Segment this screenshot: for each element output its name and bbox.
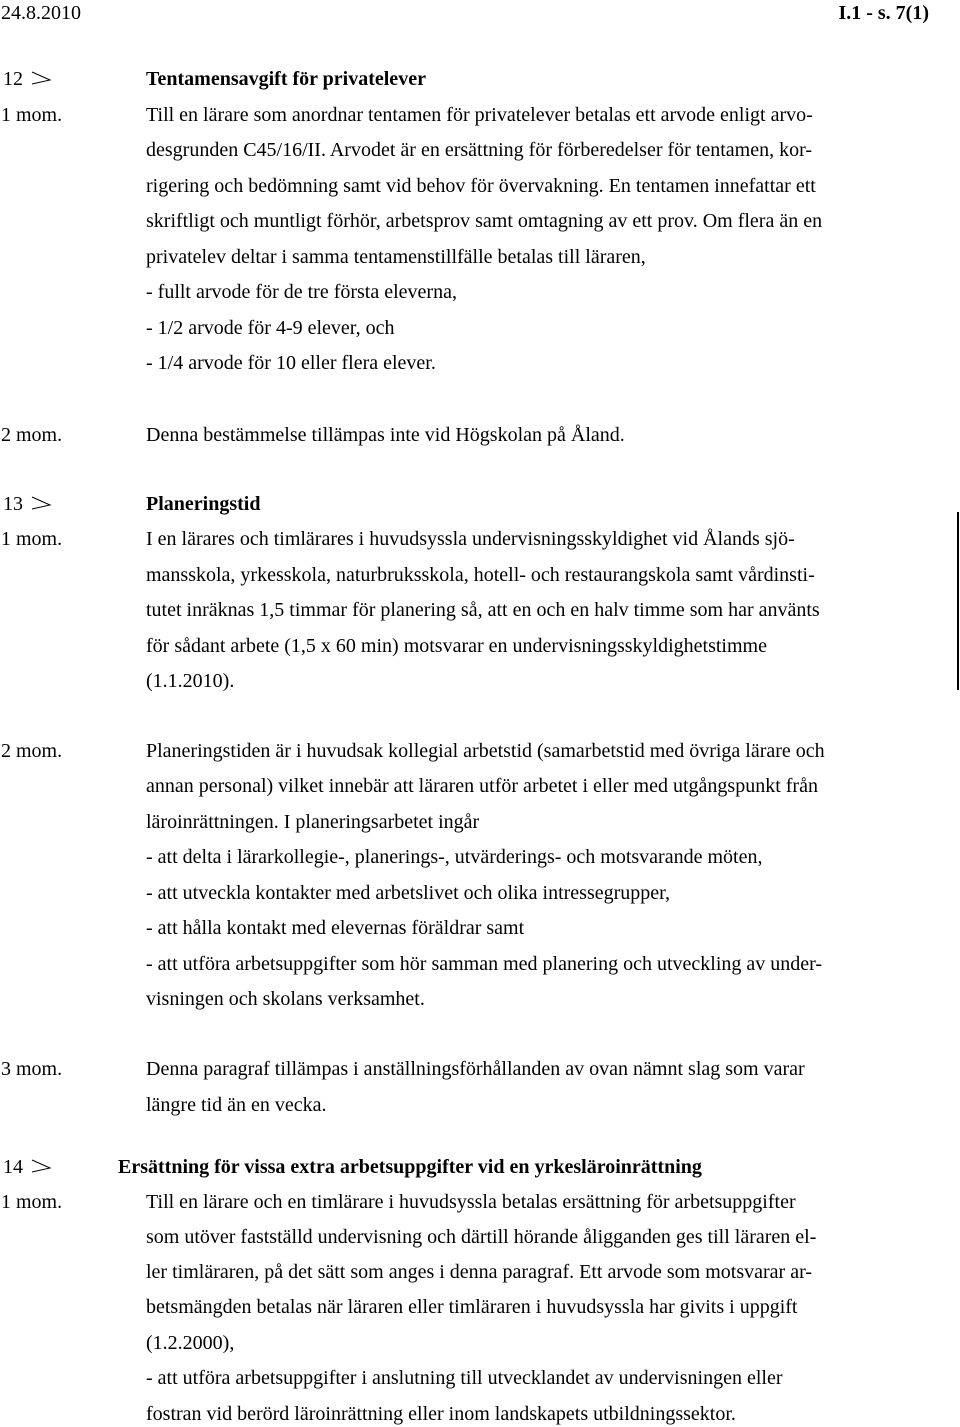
s12-m1-line: privatelev deltar i samma tentamenstillfälle betalas till läraren, [146,246,646,268]
s14-m1-line: som utöver fastställd undervisning och därtill hörande åligganden ges till läraren el- [146,1226,817,1248]
s12-m1-line: skriftligt och muntligt förhör, arbetsprov samt omtagning av ett prov. Om flera än en [146,210,823,232]
s13-m2-line: läroinrättningen. I planeringsarbetet ingår [146,811,480,833]
section-12-mom-1-label: 1 mom. [1,104,63,126]
s13-m1-line: (1.1.2010). [146,670,235,692]
section-13-mom-2-label: 2 mom. [1,740,63,762]
header-date: 24.8.2010 [1,2,81,24]
section-13-title: Planeringstid [146,493,261,515]
s14-m1-line: (1.2.2000), [146,1332,235,1354]
section-14-number: 14 [3,1156,23,1178]
section-marker-icon [30,495,54,511]
s13-m2-line: annan personal) vilket innebär att läraren utför arbetet i eller med utgångspunkt från [146,775,818,797]
header-page-number: I.1 - s. 7(1) [838,2,929,24]
section-14-title: Ersättning för vissa extra arbetsuppgifter vid en yrkesläroinrättning [118,1156,702,1178]
revision-bar [957,512,959,690]
s12-m1-line: - 1/4 arvode för 10 eller flera elever. [146,352,436,374]
s12-m1-line: - fullt arvode för de tre första eleverna, [146,281,457,303]
section-12-title: Tentamensavgift för privatelever [146,68,426,90]
section-13-mom-1-label: 1 mom. [1,528,63,550]
section-12-mom-2-label: 2 mom. [1,424,63,446]
s13-m3-line: Denna paragraf tillämpas i anställningsförhållanden av ovan nämnt slag som varar [146,1058,805,1080]
section-13-mom-3-label: 3 mom. [1,1058,63,1080]
s13-m2-line: - att utföra arbetsuppgifter som hör samman med planering och utveckling av under- [146,953,823,975]
s13-m1-line: I en lärares och timlärares i huvudsyssla undervisningsskyldighet vid Ålands sjö- [146,528,795,550]
s12-m1-line: desgrunden C45/16/II. Arvodet är en ersättning för förberedelser för tentamen, kor- [146,139,813,161]
s14-m1-line: fostran vid berörd läroinrättning eller inom landskapets utbildningssektor. [146,1403,736,1425]
s14-m1-line: Till en lärare och en timlärare i huvudsyssla betalas ersättning för arbetsuppgifter [146,1191,796,1213]
section-marker-icon [30,70,54,86]
s13-m2-line: - att delta i lärarkollegie-, planerings-, utvärderings- och motsvarande möten, [146,846,763,868]
s12-m1-line: - 1/2 arvode för 4-9 elever, och [146,317,395,339]
s14-m1-line: betsmängden betalas när läraren eller timläraren i huvudsyssla har givits i uppgift [146,1296,798,1318]
s12-m1-line: Till en lärare som anordnar tentamen för privatelever betalas ett arvode enligt arvo- [146,104,813,126]
s13-m2-line: Planeringstiden är i huvudsak kollegial arbetstid (samarbetstid med övriga lärare och [146,740,825,762]
s13-m1-line: mansskola, yrkesskola, naturbruksskola, hotell- och restaurangskola samt vårdinsti- [146,564,815,586]
s14-m1-line: - att utföra arbetsuppgifter i anslutning till utvecklandet av undervisningen eller [146,1367,783,1389]
section-13-number: 13 [3,493,23,515]
s13-m2-line: - att hålla kontakt med elevernas föräldrar samt [146,917,525,939]
s12-m2-text: Denna bestämmelse tillämpas inte vid Högskolan på Åland. [146,424,625,446]
s14-m1-line: ler timläraren, på det sätt som anges i denna paragraf. Ett arvode som motsvarar ar- [146,1261,813,1283]
section-14-mom-1-label: 1 mom. [1,1191,63,1213]
s12-m1-line: rigering och bedömning samt vid behov för övervakning. En tentamen innefattar ett [146,175,816,197]
s13-m3-line: längre tid än en vecka. [146,1094,327,1116]
s13-m1-line: för sådant arbete (1,5 x 60 min) motsvarar en undervisningsskyldighetstimme [146,635,767,657]
s13-m2-line: visningen och skolans verksamhet. [146,988,425,1010]
s13-m1-line: tutet inräknas 1,5 timmar för planering så, att en och en halv timme som har använts [146,599,820,621]
s13-m2-line: - att utveckla kontakter med arbetslivet och olika intressegrupper, [146,882,671,904]
section-marker-icon [30,1158,54,1174]
section-12-number: 12 [3,68,23,90]
